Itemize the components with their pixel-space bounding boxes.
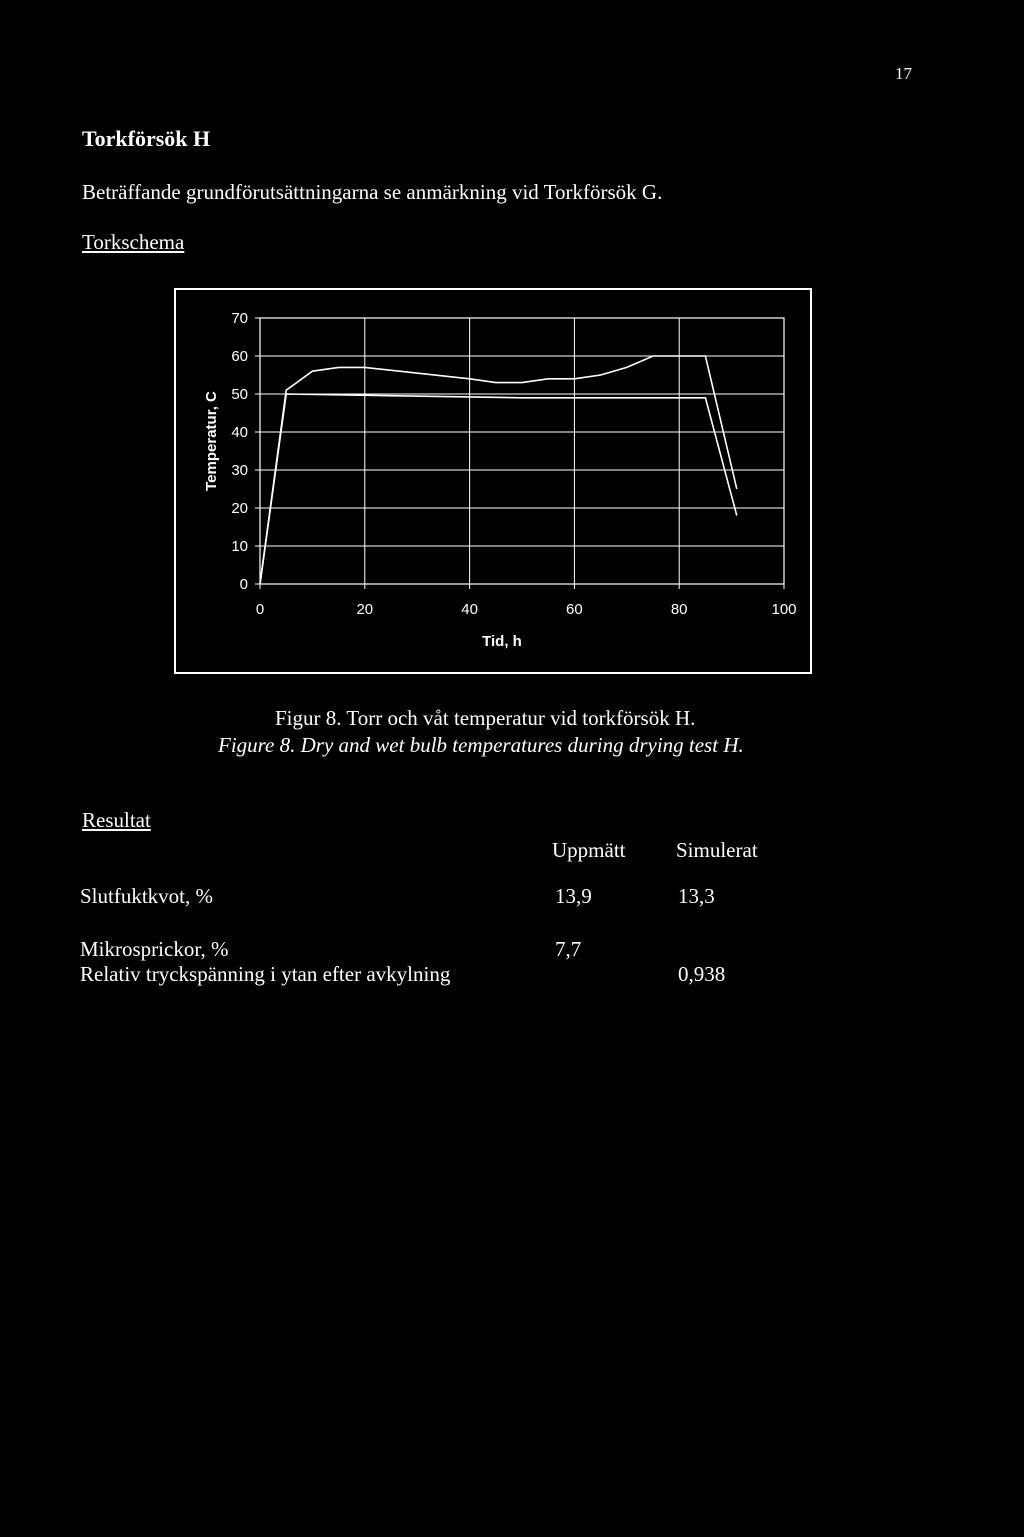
- results-heading: Resultat: [82, 808, 151, 832]
- y-tick-label: 50: [231, 386, 248, 403]
- y-tick-label: 20: [231, 500, 248, 517]
- x-axis-label: Tid, h: [482, 633, 522, 650]
- figure-caption-swedish: Figur 8. Torr och våt temperatur vid torkförsök H.: [275, 706, 696, 730]
- y-tick-label: 10: [231, 538, 248, 555]
- y-tick-label: 70: [231, 310, 248, 327]
- chart-frame: [174, 288, 812, 674]
- column-header-measured: Uppmätt: [552, 838, 626, 862]
- y-tick-label: 0: [239, 576, 248, 593]
- y-axis-label: Temperatur, C: [203, 391, 220, 491]
- y-tick-label: 60: [231, 348, 248, 365]
- cell-final-moisture-measured: 13,9: [555, 884, 592, 908]
- y-tick-label: 30: [231, 462, 248, 479]
- cell-final-moisture-simulated: 13,3: [678, 884, 715, 908]
- cell-microcracks-measured: 7,7: [555, 937, 582, 961]
- x-tick-label: 20: [356, 601, 374, 618]
- section-title: Torkförsök H: [82, 126, 211, 151]
- schedule-heading: Torkschema: [82, 230, 185, 254]
- row-label-relative-stress: Relativ tryckspänning i ytan efter avkylning: [80, 962, 451, 986]
- row-label-microcracks: Mikrosprickor, %: [80, 937, 229, 961]
- series-line-wet: [260, 394, 737, 584]
- intro-text: Beträffande grundförutsättningarna se anmärkning vid Torkförsök G.: [82, 180, 663, 204]
- temperature-chart: [176, 290, 810, 672]
- x-tick-label: 40: [461, 601, 478, 618]
- x-tick-label: 0: [255, 601, 265, 618]
- x-tick-label: 60: [566, 601, 583, 618]
- x-tick-label: 100: [771, 601, 797, 618]
- x-tick-label: 80: [670, 601, 688, 618]
- y-tick-label: 40: [231, 424, 248, 441]
- figure-caption-english: Figure 8. Dry and wet bulb temperatures during drying test H.: [218, 733, 744, 757]
- cell-relative-stress-simulated: 0,938: [678, 962, 726, 986]
- row-label-final-moisture: Slutfuktkvot, %: [80, 884, 214, 908]
- column-header-simulated: Simulerat: [676, 838, 758, 862]
- page-number: 17: [895, 64, 912, 83]
